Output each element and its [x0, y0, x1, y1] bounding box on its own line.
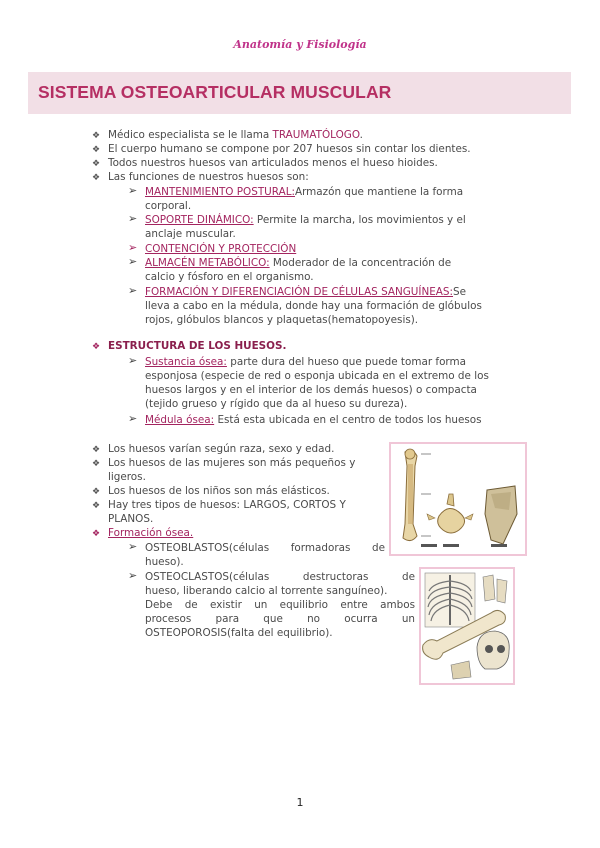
structure-item [145, 356, 530, 369]
formation-text: OSTEOBLASTOS(células formadoras de [145, 542, 385, 554]
function-title: FORMACIÓN Y DIFERENCIACIÓN DE CÉLULAS SANGUÍNEAS: [145, 286, 454, 298]
structure-term: Médula ósea: [145, 414, 215, 426]
function-text: Permite la marcha, los movimientos y el [253, 214, 466, 226]
formation-text: hueso, liberando calcio al torrente sanguíneo). [145, 585, 388, 597]
variation-line: Los huesos de los niños son más elásticos. [108, 485, 330, 497]
function-item [145, 243, 296, 256]
structure-text: huesos largos y en el interior de los demás huesos) o compacta [145, 384, 477, 396]
skeleton-illustration [421, 569, 513, 683]
section-title: SISTEMA OSTEOARTICULAR MUSCULAR [38, 82, 392, 102]
bullet-icon: ❖ [92, 173, 101, 183]
structure-text: Está esta ubicada en el centro de todos los huesos [214, 414, 482, 426]
bullet-icon: ❖ [92, 131, 101, 141]
arrow-icon: ➢ [128, 212, 138, 225]
formation-text: procesos para que no ocurra un [145, 613, 415, 625]
function-text: corporal. [145, 200, 192, 212]
bullet-icon: ❖ [92, 459, 101, 469]
header-title: Anatomía y Fisiología [233, 38, 367, 51]
function-title: SOPORTE DINÁMICO: [145, 214, 254, 226]
function-title: ALMACÉN METABÓLICO: [145, 257, 270, 269]
function-text: Moderador de la concentración de [269, 257, 452, 269]
bullet-icon: ❖ [92, 445, 101, 455]
formation-text: hueso). [145, 556, 184, 568]
variation-line: ligeros. [108, 471, 146, 483]
intro-text: Médico especialista se le llama [108, 129, 273, 141]
structure-item [145, 414, 482, 427]
page-number: 1 [296, 796, 304, 809]
variation-line: Los huesos de las mujeres son más pequeños y [108, 457, 356, 469]
bone-types-image [389, 442, 527, 556]
structure-term: Sustancia ósea: [145, 356, 227, 368]
intro-line [108, 129, 363, 142]
intro-line: Las funciones de nuestros huesos son: [108, 171, 309, 183]
function-item [145, 257, 530, 270]
arrow-icon: ➢ [128, 354, 138, 367]
function-title: CONTENCIÓN Y PROTECCIÓN [145, 243, 297, 255]
bullet-icon: ❖ [92, 487, 101, 497]
function-text: rojos, glóbulos blancos y plaquetas(hematopoyesis). [145, 314, 419, 326]
structure-title: ESTRUCTURA DE LOS HUESOS. [108, 340, 287, 352]
bullet-icon: ❖ [92, 501, 101, 511]
intro-text: . [359, 129, 363, 141]
function-text: Armazón que mantiene la forma [294, 186, 464, 198]
formation-text: OSTEOPOROSIS(falta del equilibrio). [145, 627, 333, 639]
structure-text: (tejido grueso y rígido que da al hueso su dureza). [145, 398, 408, 410]
function-text: Se [453, 286, 467, 298]
bone-illustration [391, 444, 525, 554]
arrow-icon: ➢ [128, 412, 138, 425]
bullet-icon: ❖ [92, 529, 101, 539]
arrow-icon: ➢ [128, 284, 138, 297]
arrow-icon: ➢ [128, 569, 138, 582]
intro-line: Todos nuestros huesos van articulados menos el hueso hioides. [108, 157, 438, 169]
variation-line: Hay tres tipos de huesos: LARGOS, CORTOS Y [108, 499, 346, 511]
function-text: lleva a cabo en la médula, donde hay una formación de glóbulos [145, 300, 482, 312]
specialist-name: TRAUMATÓLOGO [272, 129, 360, 141]
function-item [145, 286, 530, 299]
bullet-icon: ❖ [92, 342, 101, 352]
bullet-icon: ❖ [92, 145, 101, 155]
formation-text: OSTEOCLASTOS(células destructoras de [145, 571, 415, 583]
arrow-icon: ➢ [128, 255, 138, 268]
function-item [145, 186, 526, 199]
function-title: MANTENIMIENTO POSTURAL: [145, 186, 295, 198]
formation-heading: Formación ósea. [108, 527, 194, 539]
structure-text: esponjosa (especie de red o esponja ubicada en el extremo de los [145, 370, 489, 382]
arrow-icon: ➢ [128, 184, 138, 197]
arrow-icon: ➢ [128, 241, 138, 254]
bullet-icon: ❖ [92, 159, 101, 169]
function-item [145, 214, 530, 227]
formation-text: Debe de existir un equilibrio entre ambos [145, 599, 415, 611]
variation-line: PLANOS. [108, 513, 154, 525]
intro-line: El cuerpo humano se compone por 207 huesos sin contar los dientes. [108, 143, 471, 155]
structure-text: parte dura del hueso que puede tomar forma [226, 356, 467, 368]
arrow-icon: ➢ [128, 540, 138, 553]
variation-line: Los huesos varían según raza, sexo y edad. [108, 443, 335, 455]
skeleton-image [419, 567, 515, 685]
function-text: calcio y fósforo en el organismo. [145, 271, 314, 283]
function-text: anclaje muscular. [145, 228, 236, 240]
